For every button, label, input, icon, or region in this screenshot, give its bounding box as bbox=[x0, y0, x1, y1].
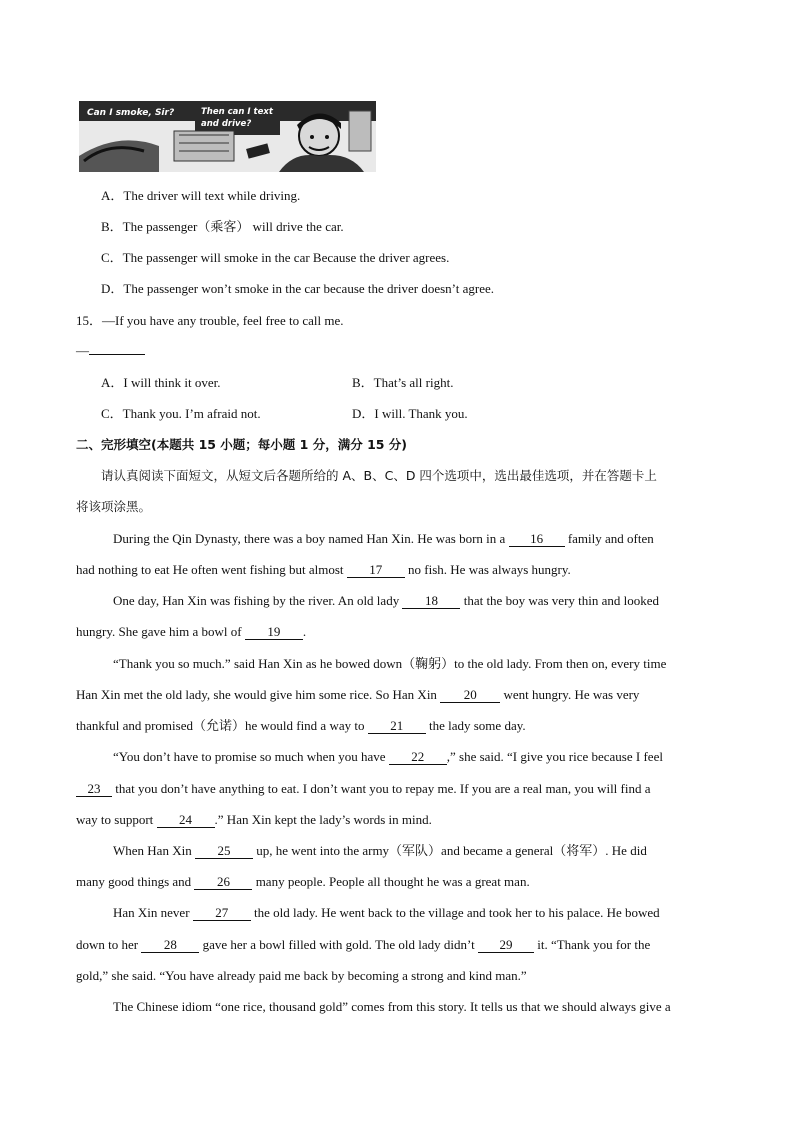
passage-line-5: “Thank you so much.” said Han Xin as he bowed down（鞠躬）to the old lady. From then on, every time bbox=[113, 656, 667, 671]
q15-option-a: A．I will think it over. bbox=[101, 375, 221, 390]
blank-19: 19 bbox=[245, 625, 303, 640]
passage-line-11: When Han Xin 25 up, he went into the army（军队）and became a general（将军）. He did bbox=[113, 843, 647, 858]
passage-line-4: hungry. She gave him a bowl of 19 . bbox=[76, 624, 307, 639]
passage-line-14: down to her 28 gave her a bowl filled with gold. The old lady didn’t 29 it. “Thank you for the bbox=[76, 937, 651, 952]
q14-option-b: B．The passenger（乘客） will drive the car. bbox=[101, 219, 344, 234]
q15-option-b: B．That’s all right. bbox=[352, 375, 454, 390]
passage-line-7: thankful and promised（允诺）he would find a way to 21 the lady some day. bbox=[76, 718, 526, 733]
q15-stem: 15．—If you have any trouble, feel free to call me. bbox=[76, 313, 344, 328]
blank-23: 23 bbox=[76, 782, 112, 797]
passage-line-9: 23 that you don’t have anything to eat. I don’t want you to repay me. If you are a real man, you will find a bbox=[76, 780, 716, 798]
q14-option-d: D．The passenger won’t smoke in the car because the driver doesn’t agree. bbox=[101, 281, 494, 296]
q14-option-c: C．The passenger will smoke in the car Because the driver agrees. bbox=[101, 250, 450, 265]
passage-line-12: many good things and 26 many people. People all thought he was a great man. bbox=[76, 874, 530, 889]
passage-line-10: way to support 24 .” Han Xin kept the lady’s words in mind. bbox=[76, 812, 432, 827]
comic-bubble-right-line1: Then can I text bbox=[201, 107, 273, 117]
section-heading: 二、完形填空(本题共 15 小题；每小题 1 分，满分 15 分) bbox=[76, 437, 408, 452]
instruction-line-1: 请认真阅读下面短文，从短文后各题所给的 A、B、C、D 四个选项中，选出最佳选项，并在答题卡上 bbox=[101, 468, 657, 483]
blank-27: 27 bbox=[193, 906, 251, 921]
blank-18: 18 bbox=[402, 594, 460, 609]
blank-25: 25 bbox=[195, 844, 253, 859]
blank-29: 29 bbox=[478, 938, 534, 953]
q15-option-d: D．I will. Thank you. bbox=[352, 406, 468, 421]
blank-17: 17 bbox=[347, 563, 405, 578]
passage-line-3: One day, Han Xin was fishing by the river. An old lady 18 that the boy was very thin and looked bbox=[113, 593, 660, 608]
blank-24: 24 bbox=[157, 813, 215, 828]
blank-28: 28 bbox=[141, 938, 199, 953]
instruction-line-2: 将该项涂黑。 bbox=[76, 499, 152, 514]
passage-line-16: The Chinese idiom “one rice, thousand gold” comes from this story. It tells us that we should always give a bbox=[113, 999, 671, 1014]
passage-line-6: Han Xin met the old lady, she would give him some rice. So Han Xin 20 went hungry. He was very bbox=[76, 687, 640, 702]
q15-answer-blank bbox=[89, 344, 145, 355]
q15-reply-dash: — bbox=[76, 343, 89, 358]
q15-option-c: C．Thank you. I’m afraid not. bbox=[101, 406, 261, 421]
comic-illustration bbox=[79, 101, 376, 172]
comic-bubble-left: Can I smoke, Sir? bbox=[87, 108, 175, 118]
blank-26: 26 bbox=[194, 875, 252, 890]
comic-bubble-right-line2: and drive? bbox=[201, 119, 252, 129]
passage-line-13: Han Xin never 27 the old lady. He went back to the village and took her to his palace. He bowed bbox=[113, 905, 660, 920]
blank-22: 22 bbox=[389, 750, 447, 765]
passage-line-2: had nothing to eat He often went fishing but almost 17 no fish. He was always hungry. bbox=[76, 562, 571, 577]
blank-21: 21 bbox=[368, 719, 426, 734]
passage-line-1: During the Qin Dynasty, there was a boy named Han Xin. He was born in a 16 family and often bbox=[113, 531, 654, 546]
passage-line-8: “You don’t have to promise so much when you have 22 ,” she said. “I give you rice because I feel bbox=[113, 749, 663, 764]
q14-option-a: A．The driver will text while driving. bbox=[101, 188, 301, 203]
passage-line-15: gold,” she said. “You have already paid me back by becoming a strong and kind man.” bbox=[76, 968, 527, 983]
q15-reply bbox=[76, 342, 145, 360]
blank-16: 16 bbox=[509, 532, 565, 547]
blank-20: 20 bbox=[440, 688, 500, 703]
